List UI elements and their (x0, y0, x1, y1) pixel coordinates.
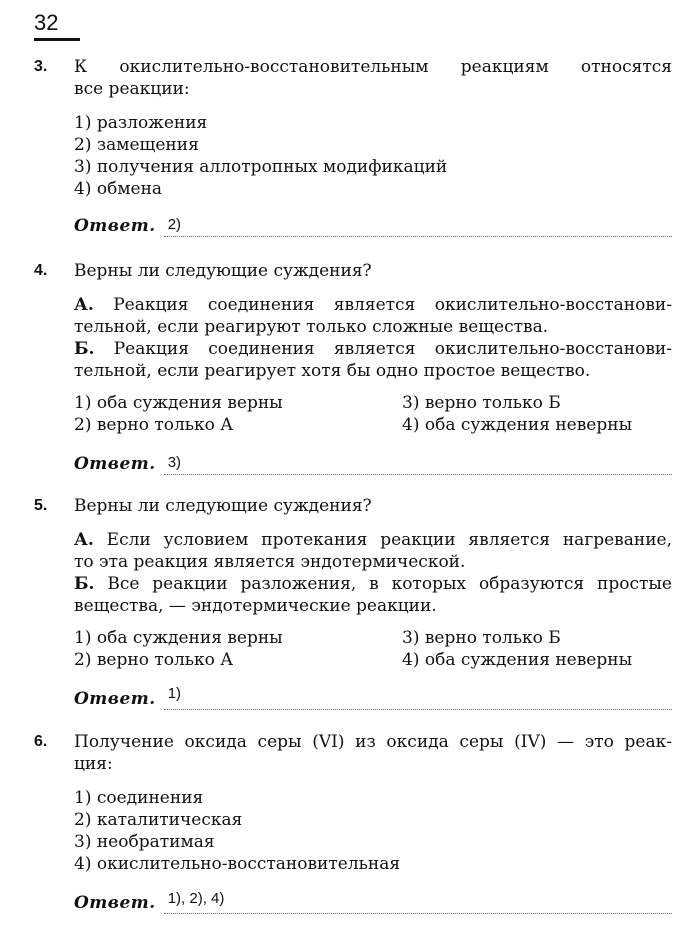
statement-a (74, 294, 672, 316)
answer-label: Ответ. (74, 893, 156, 913)
task-number: 4. (34, 262, 48, 279)
statement-b (74, 338, 672, 360)
statement-a-continued: то эта реакция является эндотермической. (74, 552, 466, 572)
option-2: 2) верно только А (74, 650, 234, 670)
task-stem: Верны ли следующие суждения? (74, 496, 372, 516)
statement-a-label: А. (74, 295, 94, 315)
answer-label: Ответ. (74, 454, 156, 474)
answer-field[interactable] (164, 687, 672, 710)
page-number: 32 (34, 10, 80, 41)
option-3: 3) верно только Б (402, 393, 561, 413)
task-6 (34, 731, 672, 914)
statement-a (74, 529, 672, 551)
statement-a-text: Если условием протекания реакции является нагревание, (106, 530, 673, 550)
answer-label: Ответ. (74, 689, 156, 709)
option-1: 1) оба суждения верны (74, 393, 283, 413)
option-4: 4) оба суждения неверны (402, 650, 633, 670)
answer-row (74, 214, 672, 237)
option-4: 4) окислительно-восстановительная (74, 854, 401, 874)
statement-b (74, 573, 672, 595)
statement-b-text: Реакция соединения является окислительно-восстанови- (113, 339, 672, 359)
task-stem: Верны ли следующие суждения? (74, 261, 372, 281)
statement-a-continued: тельной, если реагируют только сложные вещества. (74, 317, 549, 337)
option-2: 2) верно только А (74, 415, 234, 435)
option-2: 2) каталитическая (74, 810, 243, 830)
statement-b-continued: вещества, — эндотермические реакции. (74, 596, 437, 616)
option-4: 4) обмена (74, 179, 163, 199)
answer-row (74, 891, 672, 914)
option-4: 4) оба суждения неверны (402, 415, 633, 435)
answer-field[interactable] (164, 891, 672, 914)
option-1: 1) соединения (74, 788, 204, 808)
option-3: 3) верно только Б (402, 628, 561, 648)
answer-label: Ответ. (74, 216, 156, 236)
answer-field[interactable] (164, 214, 672, 237)
option-2: 2) замещения (74, 135, 199, 155)
task-number: 6. (34, 733, 48, 750)
answer-value: 3) (167, 454, 182, 471)
answer-value: 1), 2), 4) (167, 890, 225, 907)
option-1: 1) оба суждения верны (74, 628, 283, 648)
task-stem-continued: ция: (74, 754, 113, 774)
task-number: 5. (34, 497, 48, 514)
option-3: 3) необратимая (74, 832, 215, 852)
task-stem: К окислительно-восстановительным реакциям относятся (74, 57, 672, 77)
task-4 (34, 260, 672, 475)
task-stem-continued: все реакции: (74, 79, 190, 99)
answer-row (74, 687, 672, 710)
statement-b-text: Все реакции разложения, в которых образуются простые (107, 574, 672, 594)
statement-b-continued: тельной, если реагирует хотя бы одно простое вещество. (74, 361, 591, 381)
task-stem: Получение оксида серы (VI) из оксида серы (IV) — это реак- (74, 732, 672, 752)
task-3 (34, 56, 672, 237)
statement-b-label: Б. (74, 339, 95, 359)
answer-value: 1) (167, 685, 182, 702)
answer-row (74, 452, 672, 475)
statement-a-label: А. (74, 530, 94, 550)
option-3: 3) получения аллотропных модификаций (74, 157, 448, 177)
option-1: 1) разложения (74, 113, 208, 133)
options-grid (74, 627, 672, 671)
task-5 (34, 495, 672, 710)
statement-a-text: Реакция соединения является окислительно-восстанови- (113, 295, 672, 315)
task-number: 3. (34, 58, 48, 75)
answer-value: 2) (167, 216, 182, 233)
answer-field[interactable] (164, 452, 672, 475)
statement-b-label: Б. (74, 574, 95, 594)
options-grid (74, 392, 672, 436)
